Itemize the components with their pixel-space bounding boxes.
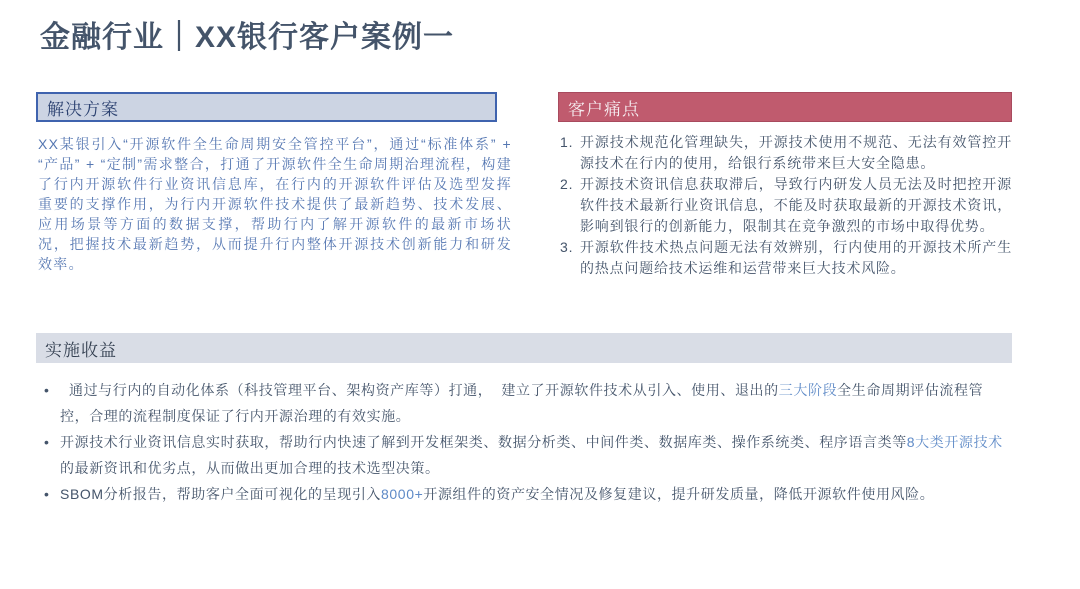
benefit-text: 开源组件的资产安全情况及修复建议，提升研发质量，降低开源软件使用风险。 bbox=[423, 486, 935, 502]
pain-section bbox=[558, 92, 1012, 279]
benefit-item bbox=[60, 429, 1012, 481]
benefit-text: 开源技术行业资讯信息实时获取，帮助行内快速了解到开发框架类、数据分析类、中间件类、数据库类、操作系统类、程序语言类等 bbox=[60, 434, 907, 450]
benefit-list bbox=[36, 377, 1012, 507]
solution-header-label: 解决方案 bbox=[47, 99, 119, 119]
solution-paragraph: XX某银引入“开源软件全生命周期安全管控平台”，通过“标准体系” + “产品” + “定制”需求整合，打通了开源软件全生命周期治理流程，构建了行内开源软件行业资讯信息库，在行内的开源软件评估及选型发挥重要的支撑作用，为行内开源软件技术提供了最新趋势、技术发展、应用场景等方面的数据支撑，帮助行内了解开源软件的最新市场状况，把握技术最新趋势，从而提升行内整体开源技术创新能力和研发效率。 bbox=[38, 136, 512, 272]
benefit-text: 全生命周期评估流程管控，合理的流程制度保证了行内开源治理的有效实施。 bbox=[60, 382, 984, 424]
pain-list bbox=[558, 132, 1012, 279]
solution-section bbox=[36, 92, 512, 274]
benefits-header-label: 实施收益 bbox=[45, 340, 117, 360]
benefit-highlight: 三大阶段 bbox=[778, 382, 838, 398]
page-title: 金融行业｜XX银行客户案例一 bbox=[40, 21, 455, 54]
benefit-highlight: 8大类开源技术 bbox=[906, 434, 1003, 450]
pain-item: 2. 开源技术资讯信息获取滞后，导致行内研发人员无法及时把控开源软件技术最新行业资讯信息，不能及时获取最新的开源技术资讯，影响到银行的创新能力，限制其在竞争激烈的市场中取得优势。 bbox=[578, 174, 1012, 237]
pain-item: 1. 开源技术规范化管理缺失，开源技术使用不规范、无法有效管控开源技术在行内的使用，给银行系统带来巨大安全隐患。 bbox=[578, 132, 1012, 174]
benefit-item bbox=[60, 377, 1012, 429]
pain-header-label: 客户痛点 bbox=[568, 99, 640, 119]
solution-header bbox=[36, 92, 497, 122]
benefit-highlight: 8000+ bbox=[381, 486, 424, 502]
pain-item: 3. 开源软件技术热点问题无法有效辨别，行内使用的开源技术所产生的热点问题给技术运维和运营带来巨大技术风险。 bbox=[578, 237, 1012, 279]
benefits-header bbox=[36, 333, 1012, 363]
pain-header bbox=[558, 92, 1012, 122]
benefit-text: SBOM分析报告，帮助客户全面可视化的呈现引入 bbox=[60, 486, 382, 502]
benefit-text: 的最新资讯和优劣点，从而做出更加合理的技术选型决策。 bbox=[60, 460, 440, 476]
benefits-section bbox=[36, 333, 1012, 507]
benefit-text: 通过与行内的自动化体系（科技管理平台、架构资产库等）打通， 建立了开源软件技术从引入、使用、退出的 bbox=[60, 382, 779, 398]
benefit-item bbox=[60, 481, 1012, 507]
